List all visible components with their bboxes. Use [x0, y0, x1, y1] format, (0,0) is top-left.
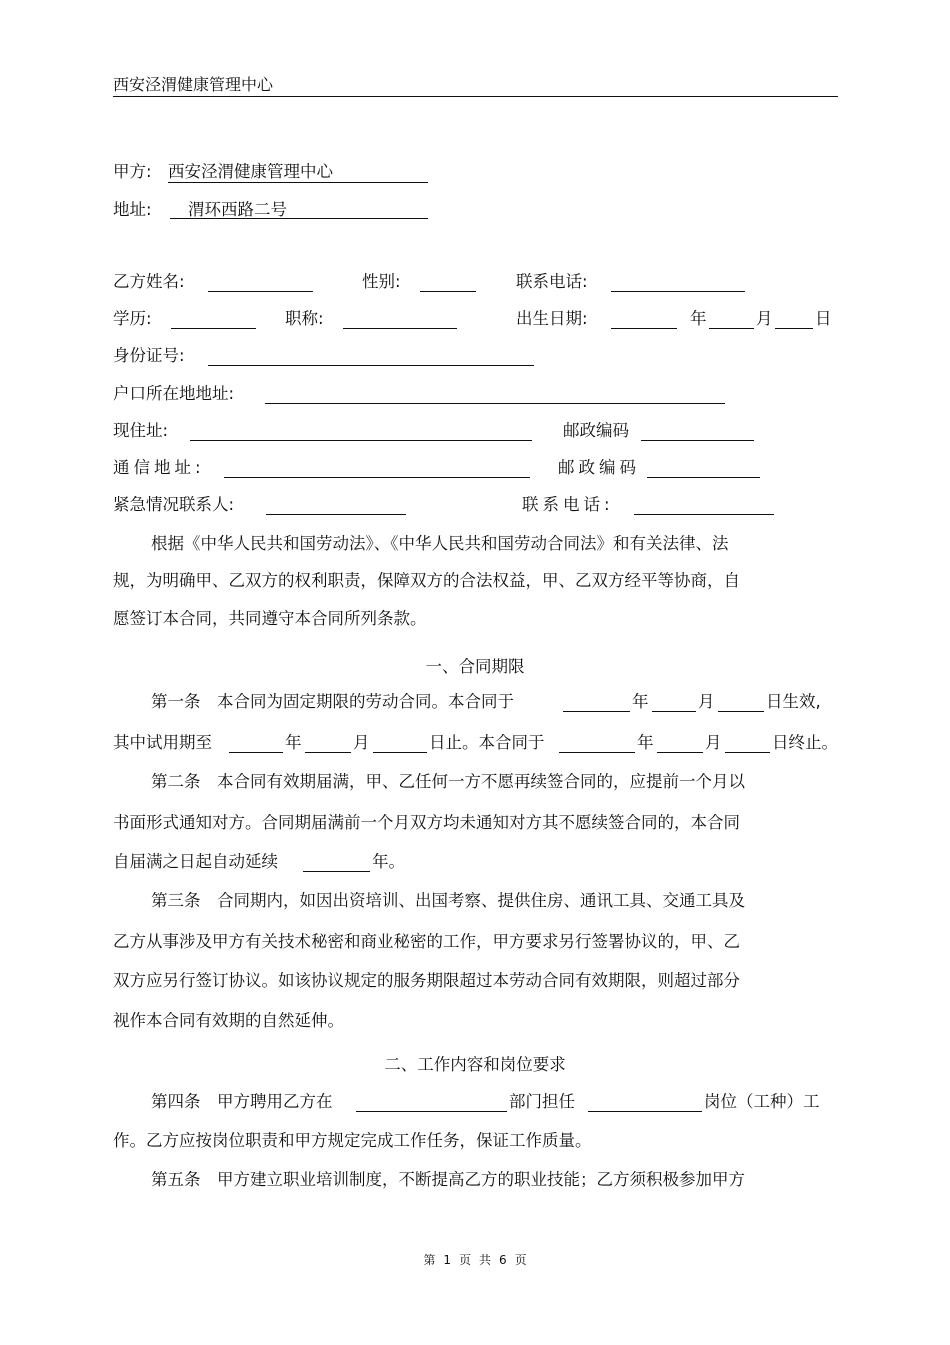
- probation-month-field[interactable]: [305, 752, 351, 753]
- phone-field[interactable]: [611, 291, 745, 292]
- article-1-text-a: 第一条 本合同为固定期限的劳动合同。本合同于: [151, 692, 514, 711]
- intro-line-3: 愿签订本合同，共同遵守本合同所列条款。: [113, 609, 427, 628]
- id-label: 身份证号:: [113, 346, 185, 365]
- start-day-unit: 日生效,: [766, 692, 821, 711]
- postcode-field[interactable]: [641, 440, 754, 441]
- gender-label: 性别:: [362, 272, 401, 291]
- end-year-field[interactable]: [559, 752, 635, 753]
- probation-day-field[interactable]: [373, 752, 427, 753]
- end-month-field[interactable]: [657, 752, 703, 753]
- probation-day-text: 日止。本合同于: [429, 733, 545, 752]
- department-field[interactable]: [356, 1111, 507, 1112]
- end-month-unit: 月: [705, 733, 722, 752]
- title-field[interactable]: [343, 328, 457, 329]
- address-underline: [170, 218, 428, 219]
- article-4-text-c: 岗位（工种）工: [704, 1092, 820, 1111]
- emergency-contact-field[interactable]: [266, 514, 406, 515]
- birth-label: 出生日期:: [516, 309, 588, 328]
- end-day-field[interactable]: [725, 752, 770, 753]
- education-field[interactable]: [171, 328, 256, 329]
- start-year-field[interactable]: [563, 711, 630, 712]
- end-day-unit: 日终止。: [772, 733, 838, 752]
- birth-month-unit: 月: [756, 309, 773, 328]
- phone-label: 联系电话:: [516, 272, 588, 291]
- current-address-label: 现住址:: [113, 421, 169, 440]
- postcode-label-2: 邮政编码: [558, 458, 640, 477]
- article-4-text-b: 部门担任: [509, 1092, 575, 1111]
- postcode-label: 邮政编码: [563, 421, 629, 440]
- party-a-label: 甲方:: [113, 162, 152, 181]
- party-a-name: 西安泾渭健康管理中心: [168, 162, 333, 181]
- gender-field[interactable]: [420, 291, 476, 292]
- hukou-label: 户口所在地地址:: [113, 384, 235, 403]
- article-2-line-3: 自届满之日起自动延续: [113, 852, 278, 871]
- title-label: 职称:: [285, 309, 324, 328]
- emergency-phone-label: 联系电话:: [522, 495, 614, 514]
- page-header-title: 西安泾渭健康管理中心: [113, 75, 274, 94]
- footer-gong: 共: [479, 1253, 492, 1267]
- footer-page-number: 1: [443, 1253, 451, 1267]
- start-year-unit: 年: [632, 692, 649, 711]
- birth-year-unit: 年: [690, 309, 707, 328]
- probation-year-field[interactable]: [229, 752, 283, 753]
- article-3-line-3: 双方应另行签订协议。如该协议规定的服务期限超过本劳动合同有效期限，则超过部分: [113, 971, 740, 990]
- probation-year-unit: 年: [285, 733, 302, 752]
- article-2-line-1: 第二条 本合同有效期届满，甲、乙任何一方不愿再续签合同的，应提前一个月以: [151, 772, 745, 791]
- start-month-unit: 月: [698, 692, 715, 711]
- renewal-years-field[interactable]: [303, 871, 370, 872]
- section-2-heading: 二、工作内容和岗位要求: [384, 1055, 566, 1074]
- page-footer: [0, 1251, 950, 1268]
- mail-address-field[interactable]: [224, 477, 530, 478]
- footer-ye-2: 页: [514, 1253, 527, 1267]
- current-address-field[interactable]: [190, 440, 532, 441]
- article-3-line-1: 第三条 合同期内，如因出资培训、出国考察、提供住房、通讯工具、交通工具及: [151, 891, 745, 910]
- article-5-line-1: 第五条 甲方建立职业培训制度，不断提高乙方的职业技能；乙方须积极参加甲方: [151, 1170, 745, 1189]
- birth-month-field[interactable]: [709, 328, 754, 329]
- birth-day-unit: 日: [815, 309, 832, 328]
- mail-address-label: 通信地址:: [113, 458, 205, 477]
- article-4-text-a: 第四条 甲方聘用乙方在: [151, 1092, 333, 1111]
- emergency-contact-label: 紧急情况联系人:: [113, 495, 235, 514]
- hukou-field[interactable]: [265, 403, 725, 404]
- renewal-years-unit: 年。: [372, 852, 405, 871]
- article-3-line-2: 乙方从事涉及甲方有关技术秘密和商业秘密的工作，甲方要求另行签署协议的，甲、乙: [113, 932, 740, 951]
- start-day-field[interactable]: [718, 711, 764, 712]
- birth-day-field[interactable]: [775, 328, 813, 329]
- party-b-name-field[interactable]: [208, 291, 313, 292]
- address-label: 地址:: [113, 200, 152, 219]
- probation-label: 其中试用期至: [113, 733, 212, 752]
- end-year-unit: 年: [637, 733, 654, 752]
- footer-ye: 页: [458, 1253, 471, 1267]
- party-b-name-label: 乙方姓名:: [113, 272, 185, 291]
- article-2-line-2: 书面形式通知对方。合同期届满前一个月双方均未通知对方其不愿续签合同的，本合同: [113, 813, 740, 832]
- position-field[interactable]: [588, 1111, 702, 1112]
- start-month-field[interactable]: [652, 711, 696, 712]
- section-1-heading: 一、合同期限: [425, 657, 525, 676]
- intro-line-2: 规，为明确甲、乙双方的权利职责，保障双方的合法权益，甲、乙双方经平等协商，自: [113, 571, 740, 590]
- footer-di: 第: [423, 1253, 436, 1267]
- party-a-underline: [168, 182, 428, 183]
- footer-total-pages: 6: [499, 1253, 507, 1267]
- emergency-phone-field[interactable]: [634, 514, 774, 515]
- article-4-line-2: 作。乙方应按岗位职责和甲方规定完成工作任务，保证工作质量。: [113, 1131, 592, 1150]
- address-value: 渭环西路二号: [188, 200, 287, 219]
- header-divider: [113, 96, 838, 97]
- probation-month-unit: 月: [353, 733, 370, 752]
- postcode-field-2[interactable]: [647, 477, 760, 478]
- article-3-line-4: 视作本合同有效期的自然延伸。: [113, 1011, 344, 1030]
- id-field[interactable]: [208, 365, 534, 366]
- education-label: 学历:: [113, 309, 152, 328]
- birth-year-field[interactable]: [611, 328, 677, 329]
- intro-line-1: 根据《中华人民共和国劳动法》、《中华人民共和国劳动合同法》和有关法律、法: [151, 534, 729, 553]
